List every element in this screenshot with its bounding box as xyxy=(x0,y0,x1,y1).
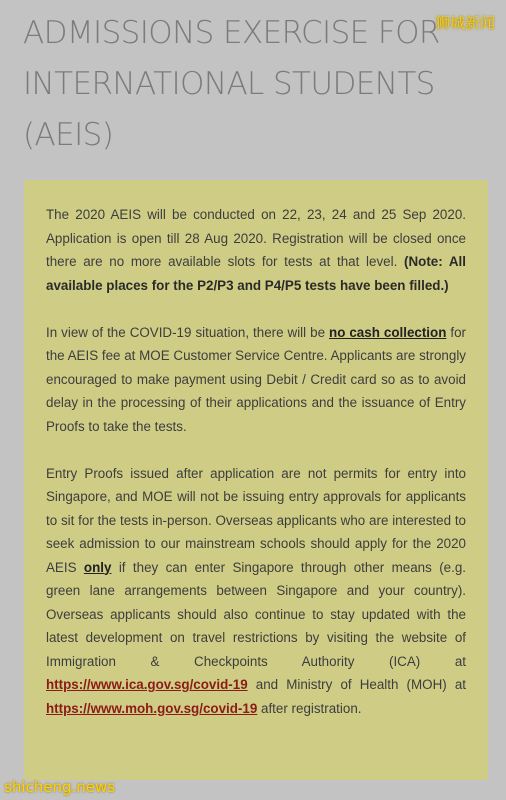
entry-text-part3: and Ministry of Health (MOH) at xyxy=(247,677,466,692)
schedule-note: (Note: All available places for the P2/P3 and P4/P5 tests have been filled.) xyxy=(46,254,467,293)
only-emphasis: only xyxy=(83,559,112,575)
notice-box xyxy=(24,180,488,780)
payment-text-after: for the AEIS fee at MOE Customer Service Centre. Applicants are strongly encouraged to make payment using Debit / Credit card so as to avoid delay in the processing of their applications and the issuance of Entry Proofs to take the tests. xyxy=(46,324,466,434)
notice-paragraph-entry xyxy=(46,462,466,721)
notice-paragraph-payment xyxy=(46,321,466,439)
schedule-text: The 2020 AEIS will be conducted on 22, 23, 24 and 25 Sep 2020. Application is open till 28 Aug 2020. Registration will be closed once there are no more available slots for tests at that level. xyxy=(46,207,466,269)
entry-text-part1: Entry Proofs issued after application are not permits for entry into Singapore, and MOE will not be issuing entry approvals for applicants to sit for the tests in-person. Overseas applicants who are interested to seek admission to our mainstream schools should apply for the 2020 AEIS xyxy=(46,465,466,575)
page-title: ADMISSIONS EXERCISE FOR INTERNATIONAL STUDENTS (AEIS) xyxy=(23,15,440,153)
watermark-logo-top: 狮城新闻 xyxy=(434,14,495,32)
watermark-site-bottom: shicheng.news xyxy=(4,778,116,796)
notice-paragraph-schedule xyxy=(46,203,466,297)
entry-text-part2: if they can enter Singapore through other means (e.g. green lane arrangements between Singapore and your country). Overseas applicants should also continue to stay updated with the latest development on travel restrictions by visiting the website of Immigration & Checkpoints Authority (ICA) at xyxy=(46,559,466,669)
entry-text-part4: after registration. xyxy=(257,700,362,716)
moh-covid-link[interactable]: https://www.moh.gov.sg/covid-19 xyxy=(46,700,258,716)
ica-covid-link[interactable]: https://www.ica.gov.sg/covid-19 xyxy=(46,677,248,692)
no-cash-collection-emphasis: no cash collection xyxy=(329,324,447,340)
payment-text-before: In view of the COVID-19 situation, there will be xyxy=(46,324,330,340)
